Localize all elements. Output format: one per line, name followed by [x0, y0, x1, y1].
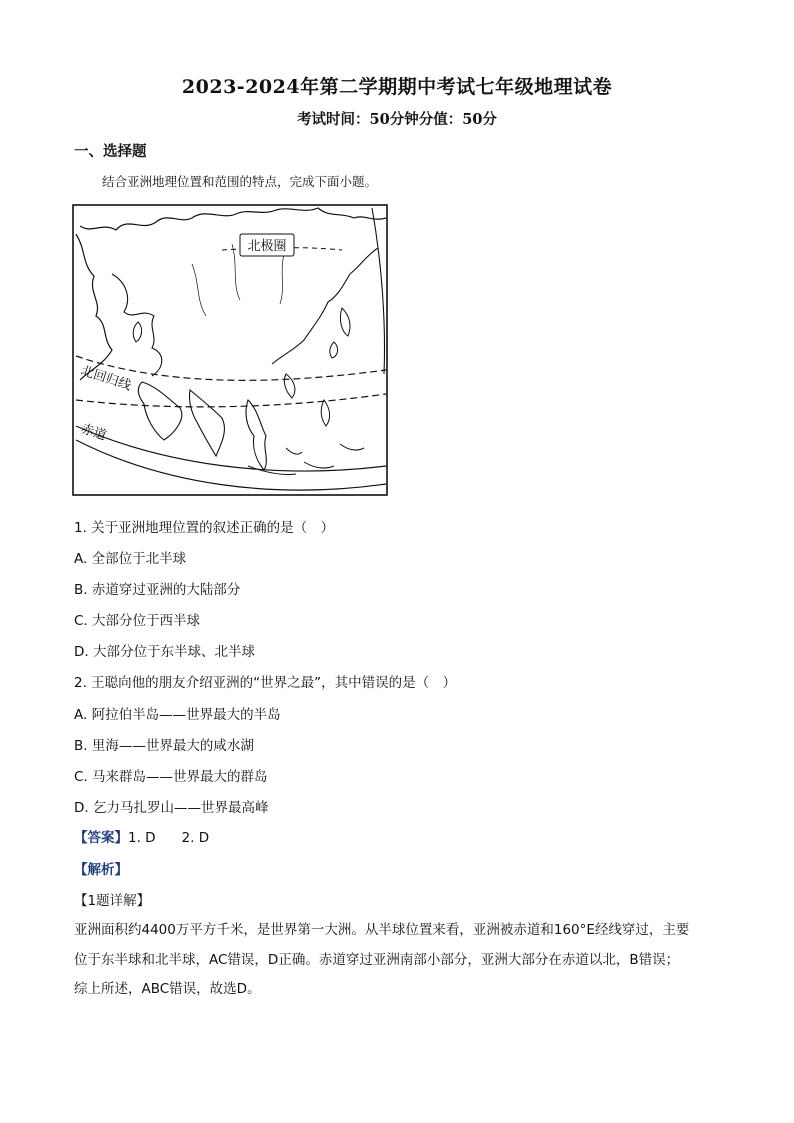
answer-q1: 1. D	[128, 830, 156, 846]
asia-map	[72, 204, 388, 496]
question-intro: 结合亚洲地理位置和范围的特点，完成下面小题。	[102, 174, 378, 189]
analysis-label: 【解析】	[74, 862, 128, 878]
question-2-stem: 2. 王聪向他的朋友介绍亚洲的“世界之最”，其中错误的是（ ）	[74, 675, 457, 691]
question-2-option-c: C. 马来群岛——世界最大的群岛	[74, 769, 268, 785]
question-2-option-d: D. 乞力马扎罗山——世界最高峰	[74, 800, 269, 816]
answer-q2: 2. D	[181, 830, 210, 846]
detail-heading: 【1题详解】	[74, 893, 151, 909]
answer-label: 【答案】	[74, 830, 128, 846]
exam-info: 考试时间：50分钟分值：50分	[297, 111, 497, 128]
question-1-option-d: D. 大部分位于东半球、北半球	[74, 644, 255, 660]
arctic-circle-label: 北极圈	[247, 239, 287, 254]
question-1-option-c: C. 大部分位于西半球	[74, 613, 201, 629]
page-title: 2023-2024年第二学期期中考试七年级地理试卷	[181, 76, 613, 98]
detail-paragraph	[74, 916, 720, 1005]
question-1-stem: 1. 关于亚洲地理位置的叙述正确的是（ ）	[74, 520, 335, 536]
question-2-option-b: B. 里海——世界最大的咸水湖	[74, 738, 254, 754]
detail-line: 位于东半球和北半球，AC错误，D正确。赤道穿过亚洲南部小部分，亚洲大部分在赤道以北，B错误；	[74, 951, 680, 968]
answer-line	[74, 826, 209, 846]
equator-label: 赤道	[78, 421, 109, 444]
tropic-of-cancer-label: 北回归线	[78, 363, 133, 394]
question-1-option-a: A. 全部位于北半球	[74, 551, 187, 567]
detail-line: 亚洲面积约4400万平方千米，是世界第一大洲。从半球位置来看，亚洲被赤道和160°E经线穿过，主要	[74, 922, 690, 938]
section-title: 一、选择题	[74, 143, 147, 160]
question-1-option-b: B. 赤道穿过亚洲的大陆部分	[74, 582, 241, 598]
detail-line: 综上所述，ABC错误，故选D。	[74, 981, 261, 997]
question-2-option-a: A. 阿拉伯半岛——世界最大的半岛	[74, 707, 281, 723]
